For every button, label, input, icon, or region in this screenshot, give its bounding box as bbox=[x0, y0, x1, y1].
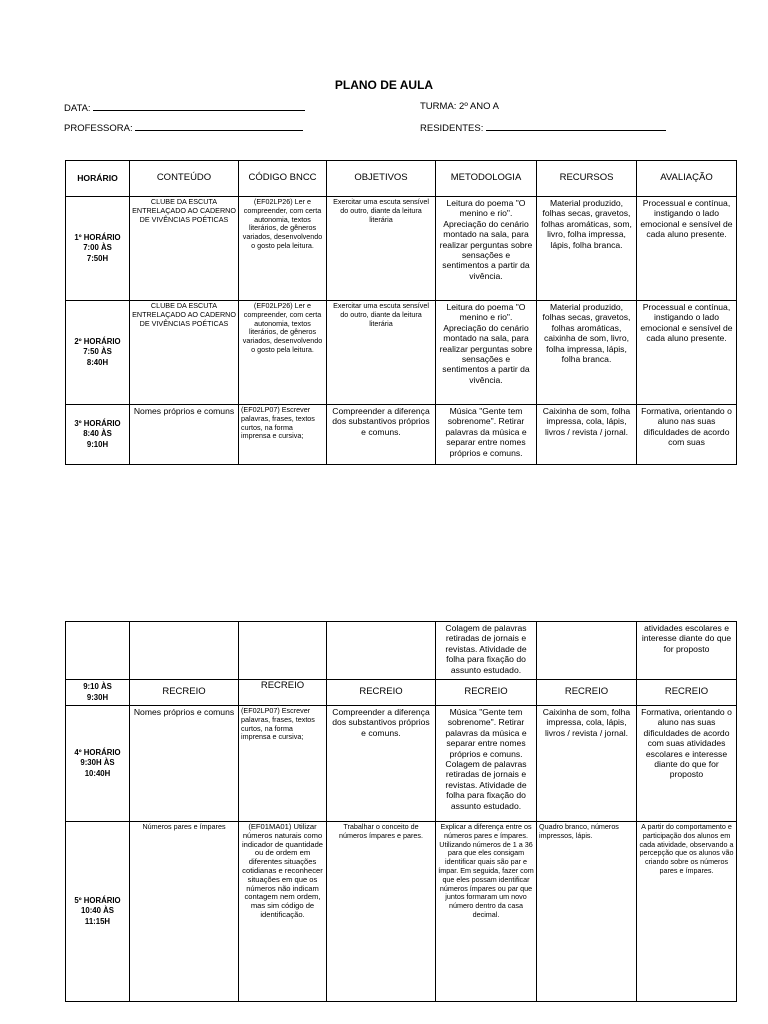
hour-cell bbox=[66, 301, 130, 405]
conteudo-cell: CLUBE DA ESCUTA ENTRELAÇADO AO CADERNO DE VIVÊNCIAS POÉTICAS bbox=[130, 301, 239, 405]
hour-end: 9:10H bbox=[86, 439, 109, 449]
table-row bbox=[66, 622, 737, 680]
residents-blank bbox=[486, 121, 666, 131]
objetivos-cell: Compreender a diferença dos substantivos próprios e comuns. bbox=[327, 706, 436, 822]
hour-end: 10:40H bbox=[84, 768, 111, 778]
empty-cell bbox=[66, 622, 130, 680]
empty-cell bbox=[239, 622, 327, 680]
hour-label: 2º HORÁRIO bbox=[74, 337, 121, 347]
turma-label: TURMA: 2º ANO A bbox=[420, 101, 499, 112]
hour-cell bbox=[66, 680, 130, 706]
recreio-row bbox=[66, 680, 737, 706]
lesson-plan-table-1 bbox=[65, 160, 737, 465]
lesson-plan-table-2 bbox=[65, 621, 737, 1002]
avaliacao-cell: atividades escolares e interesse diante do que for proposto bbox=[637, 622, 737, 680]
conteudo-cell: Números pares e ímpares bbox=[130, 822, 239, 1002]
teacher-blank bbox=[135, 121, 303, 131]
recreio-cell: RECREIO bbox=[239, 680, 327, 706]
avaliacao-cell: Processual e contínua, instigando o lado emocional e sensível de cada aluno presente. bbox=[637, 197, 737, 301]
conteudo-cell: Nomes próprios e comuns bbox=[130, 405, 239, 465]
header-metodologia: METODOLOGIA bbox=[436, 161, 537, 197]
date-line bbox=[64, 101, 305, 115]
date-blank bbox=[93, 101, 305, 111]
table-row bbox=[66, 197, 737, 301]
empty-cell bbox=[130, 622, 239, 680]
hour-start: 10:40 ÀS bbox=[81, 906, 114, 916]
hour-start: 7:00 ÀS bbox=[83, 243, 112, 253]
recreio-cell: RECREIO bbox=[436, 680, 537, 706]
hour-label: 4º HORÁRIO bbox=[74, 748, 121, 758]
hour-cell bbox=[66, 405, 130, 465]
recreio-cell: RECREIO bbox=[327, 680, 436, 706]
hour-label: 1º HORÁRIO bbox=[74, 233, 121, 243]
header-avaliacao: AVALIAÇÃO bbox=[637, 161, 737, 197]
metodologia-cell: Leitura do poema "O menino e rio". Apreciação do cenário montado na sala, para realizar perguntas sobre sensações e sentimentos a partir da vivência. bbox=[436, 301, 537, 405]
recreio-cell: RECREIO bbox=[130, 680, 239, 706]
objetivos-cell: Exercitar uma escuta sensível do outro, diante da leitura literária bbox=[327, 301, 436, 405]
recursos-cell: Caixinha de som, folha impressa, cola, lápis, livros / revista / jornal. bbox=[537, 405, 637, 465]
teacher-line bbox=[64, 121, 303, 135]
table-row bbox=[66, 706, 737, 822]
conteudo-cell: CLUBE DA ESCUTA ENTRELAÇADO AO CADERNO DE VIVÊNCIAS POÉTICAS bbox=[130, 197, 239, 301]
hour-cell bbox=[66, 822, 130, 1002]
header-horario: HORÁRIO bbox=[66, 161, 130, 197]
table-row bbox=[66, 301, 737, 405]
recreio-cell: RECREIO bbox=[537, 680, 637, 706]
metodologia-cell: Explicar a diferença entre os números pares e ímpares. Utilizando números de 1 a 36 para que eles consigam identificar quais são par e ímpar. Em seguida, fazer com que eles possam identificar números ímpares ou par que juntos formaram um novo número dentro da casa decimal. bbox=[436, 822, 537, 1002]
residents-label: RESIDENTES: bbox=[420, 123, 484, 134]
codigo-cell: (EF01MA01) Utilizar números naturais como indicador de quantidade ou de ordem em diferentes situações cotidianas e reconhecer situações em que os números não indicam contagem nem ordem, mas sim código de identificação. bbox=[239, 822, 327, 1002]
codigo-cell: (EF02LP26) Ler e compreender, com certa autonomia, textos literários, de gêneros variados, desenvolvendo o gosto pela leitura. bbox=[239, 197, 327, 301]
avaliacao-cell: A partir do comportamento e participação dos alunos em cada atividade, observando a percepção que os alunos vão criando sobre os números pares e ímpares. bbox=[637, 822, 737, 1002]
page-title: PLANO DE AULA bbox=[334, 78, 434, 92]
hour-end: 8:40H bbox=[86, 357, 109, 367]
codigo-cell: (EF02LP07) Escrever palavras, frases, textos curtos, na forma imprensa e cursiva; bbox=[239, 405, 327, 465]
objetivos-cell: Compreender a diferença dos substantivos próprios e comuns. bbox=[327, 405, 436, 465]
hour-label: 5º HORÁRIO bbox=[74, 896, 121, 906]
codigo-cell: (EF02LP07) Escrever palavras, frases, textos curtos, na forma imprensa e cursiva; bbox=[239, 706, 327, 822]
date-label: DATA: bbox=[64, 103, 91, 114]
hour-label: 3º HORÁRIO bbox=[74, 419, 121, 429]
metodologia-cell: Música "Gente tem sobrenome". Retirar palavras da música e separar entre nomes próprios e comuns. bbox=[436, 405, 537, 465]
conteudo-cell: Nomes próprios e comuns bbox=[130, 706, 239, 822]
hour-cell bbox=[66, 197, 130, 301]
hour-cell bbox=[66, 706, 130, 822]
metodologia-cell: Leitura do poema "O menino e rio". Apreciação do cenário montado na sala, para realizar perguntas sobre sensações e sentimentos a partir da vivência. bbox=[436, 197, 537, 301]
table-row bbox=[66, 822, 737, 1002]
recursos-cell: Material produzido, folhas secas, gravetos, folhas aromáticas, som, livro, folha impressa, lápis, folha branca. bbox=[537, 197, 637, 301]
avaliacao-cell: Formativa, orientando o aluno nas suas dificuldades de acordo com suas bbox=[637, 405, 737, 465]
table-row bbox=[66, 405, 737, 465]
hour-start: 7:50 ÀS bbox=[83, 347, 112, 357]
hour-start: 9:10 ÀS bbox=[83, 682, 112, 692]
objetivos-cell: Trabalhar o conceito de números ímpares e pares. bbox=[327, 822, 436, 1002]
empty-cell bbox=[327, 622, 436, 680]
hour-end: 11:15H bbox=[84, 916, 111, 926]
codigo-cell: (EF02LP26) Ler e compreender, com certa autonomia, textos literários, de gêneros variados, desenvolvendo o gosto pela leitura. bbox=[239, 301, 327, 405]
empty-cell bbox=[537, 622, 637, 680]
metodologia-cell: Música "Gente tem sobrenome". Retirar palavras da música e separar entre nomes próprios e comuns. Colagem de palavras retiradas de jornais e revistas. Atividade de folha para fixação do assunto estudado. bbox=[436, 706, 537, 822]
metodologia-cell: Colagem de palavras retiradas de jornais e revistas. Atividade de folha para fixação do assunto estudado. bbox=[436, 622, 537, 680]
recursos-cell: Material produzido, folhas secas, gravetos, folhas aromáticas, caixinha de som, livro, folha impressa, lápis, folha branca. bbox=[537, 301, 637, 405]
hour-end: 7:50H bbox=[86, 253, 109, 263]
residents-line bbox=[420, 121, 666, 135]
header-conteudo: CONTEÚDO bbox=[130, 161, 239, 197]
teacher-label: PROFESSORA: bbox=[64, 123, 133, 134]
hour-start: 9:30H ÀS bbox=[80, 758, 115, 768]
avaliacao-cell: Formativa, orientando o aluno nas suas dificuldades de acordo com suas atividades escolares e interesse diante do que for proposto bbox=[637, 706, 737, 822]
recreio-cell: RECREIO bbox=[637, 680, 737, 706]
header-codigo: CÓDIGO BNCC bbox=[239, 161, 327, 197]
recursos-cell: Quadro branco, números impressos, lápis. bbox=[537, 822, 637, 1002]
header-objetivos: OBJETIVOS bbox=[327, 161, 436, 197]
header-recursos: RECURSOS bbox=[537, 161, 637, 197]
objetivos-cell: Exercitar uma escuta sensível do outro, diante da leitura literária bbox=[327, 197, 436, 301]
recursos-cell: Caixinha de som, folha impressa, cola, lápis, livros / revista / jornal. bbox=[537, 706, 637, 822]
hour-end: 9:30H bbox=[86, 692, 109, 702]
table-header-row bbox=[66, 161, 737, 197]
hour-start: 8:40 ÀS bbox=[83, 429, 112, 439]
avaliacao-cell: Processual e contínua, instigando o lado emocional e sensível de cada aluno presente. bbox=[637, 301, 737, 405]
